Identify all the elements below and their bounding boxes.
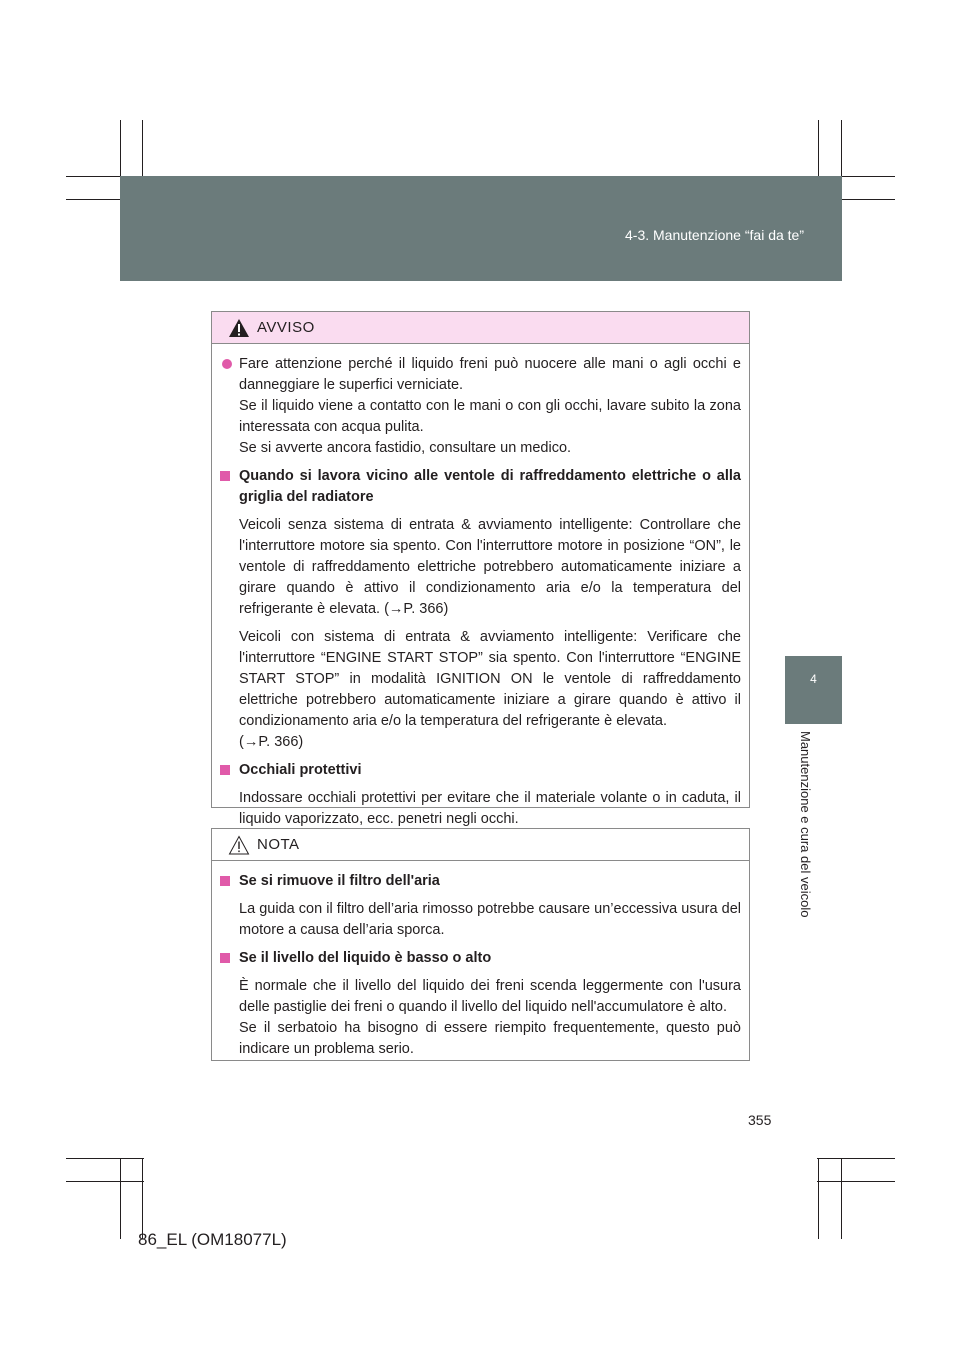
crop-mark (66, 1181, 144, 1182)
warning-body (212, 344, 749, 830)
note-section-title (220, 871, 741, 892)
warning-bullet-line: Se si avverte ancora fastidio, consultare un medico. (239, 440, 572, 456)
note-title: NOTA (257, 836, 300, 853)
chapter-number: 4 (810, 672, 817, 686)
warning-header (212, 312, 749, 344)
chapter-tab (785, 656, 842, 724)
crop-mark (817, 1158, 895, 1159)
crop-mark (66, 1158, 144, 1159)
warning-section-title-text: Occhiali protettivi (239, 762, 362, 778)
warning-paragraph (220, 627, 741, 753)
warning-box (211, 311, 750, 827)
note-section-title-text: Se il livello del liquido è basso o alto (239, 950, 492, 966)
bullet-square-icon (220, 876, 230, 886)
warning-triangle-icon (228, 318, 250, 338)
note-header (212, 829, 749, 861)
warning-bullet-line: Se il liquido viene a contatto con le mani o con gli occhi, lavare subito la zona interessata con acqua pulita. (239, 398, 741, 435)
note-paragraph-line: Se il serbatoio ha bisogno di essere riempito frequentemente, questo può indicare un problema serio. (239, 1020, 741, 1057)
header-band (120, 176, 842, 281)
bullet-square-icon (220, 953, 230, 963)
warning-paragraph: Indossare occhiali protettivi per evitare che il materiale volante o in caduta, il liquido vaporizzato, ecc. penetri negli occhi. (239, 790, 741, 827)
warning-title: AVVISO (257, 319, 315, 336)
crop-mark (120, 1158, 121, 1239)
crop-mark (841, 1158, 842, 1239)
caution-triangle-icon (228, 835, 250, 855)
crop-mark (142, 1158, 143, 1239)
warning-paragraph: Veicoli senza sistema di entrata & avviamento intelligente: Controllare che l'interruttore motore sia spento. Con l'interruttore motore in posizione “ON”, le ventole di raffreddamento elettriche potrebbero automaticamente iniziare a girare quando è attivo il condizionamento aria e/o la temperatura del refrigerante è elevata. (→P. 366) (239, 517, 741, 617)
page-reference: (→P. 366) (239, 734, 304, 750)
warning-bullet (220, 354, 741, 459)
warning-section-title (220, 760, 741, 781)
warning-section-title-text: Quando si lavora vicino alle ventole di raffreddamento elettriche o alla griglia del radiatore (239, 468, 741, 505)
crop-mark (817, 1181, 895, 1182)
note-paragraph (220, 976, 741, 1060)
note-box (211, 828, 750, 1061)
note-section-title (220, 948, 741, 969)
warning-bullet-text: Fare attenzione perché il liquido freni può nuocere alle mani o agli occhi e danneggiare le superfici verniciate. (239, 356, 741, 393)
note-paragraph-text: È normale che il livello del liquido dei freni scenda leggermente con l'usura delle pastiglie dei freni o quando il livello del liquido nell'accumulatore è alto. (239, 978, 741, 1015)
note-section-title-text: Se si rimuove il filtro dell'aria (239, 873, 440, 889)
note-paragraph: La guida con il filtro dell’aria rimosso potrebbe causare un’eccessiva usura del motore a causa dell’aria sporca. (239, 901, 741, 938)
document-code: 86_EL (OM18077L) (138, 1230, 287, 1249)
bullet-square-icon (220, 765, 230, 775)
note-body (212, 861, 749, 1060)
section-header: 4-3. Manutenzione “fai da te” (625, 227, 804, 243)
bullet-square-icon (220, 471, 230, 481)
bullet-dot-icon (222, 359, 232, 369)
warning-section-title (220, 466, 741, 508)
page-number: 355 (748, 1112, 772, 1128)
chapter-title: Manutenzione e cura del veicolo (798, 731, 813, 918)
warning-paragraph-text: Veicoli con sistema di entrata & avviamento intelligente: Verificare che l'interruttore “ENGINE START STOP” sia spento. Con l'interruttore “ENGINE START STOP” in modalità IGNITION ON le ventole di raffreddamento elettriche potrebbero automaticamente iniziare a girare quando è attivo il condizionamento aria e/o la temperatura del refrigerante è elevata. (239, 629, 741, 729)
crop-mark (818, 1158, 819, 1239)
